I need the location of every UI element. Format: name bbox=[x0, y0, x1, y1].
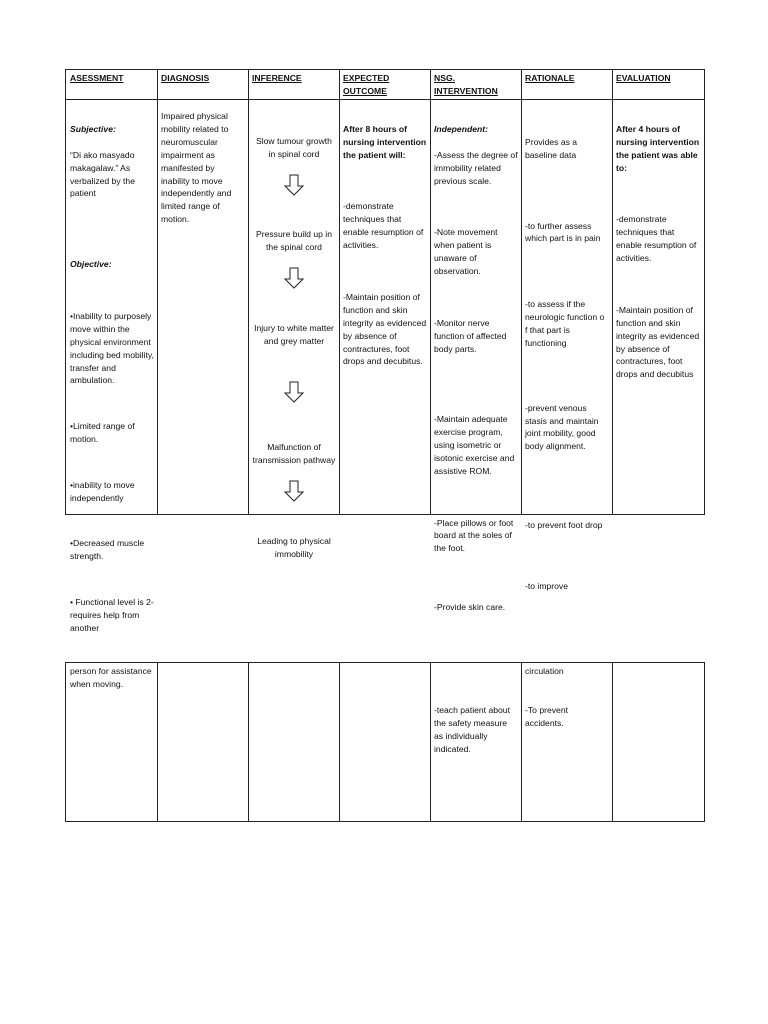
outcome-lead: After 8 hours of nursing intervention the patient will: bbox=[343, 123, 427, 160]
header-nursing-intervention: NSG. INTERVENTION bbox=[434, 73, 498, 96]
care-plan-table-page2 bbox=[65, 662, 705, 822]
intervention-item: -Monitor nerve function of affected body parts. bbox=[434, 317, 507, 354]
column-divider bbox=[248, 663, 249, 821]
rationale-continued: circulation bbox=[525, 666, 564, 676]
down-arrow-icon bbox=[284, 267, 304, 289]
care-plan-table-page1 bbox=[65, 69, 705, 633]
independent-label: Independent: bbox=[434, 123, 488, 134]
intervention-item: -Place pillows or foot board at the soles of the foot. bbox=[434, 517, 514, 554]
down-arrow-icon bbox=[284, 480, 304, 502]
evaluation-cell bbox=[613, 110, 705, 394]
inference-cell bbox=[249, 122, 339, 574]
rationale-item: -to improve bbox=[525, 580, 568, 591]
intervention-continued: -teach patient about the safety measure as individually indicated. bbox=[434, 705, 510, 754]
header-divider bbox=[66, 99, 704, 100]
evaluation-item: -demonstrate techniques that enable resumption of activities. bbox=[616, 214, 697, 264]
rationale-item: -to further assess which part is in pain bbox=[525, 220, 601, 244]
column-divider bbox=[521, 663, 522, 821]
header-expected-outcome: EXPECTED OUTCOME bbox=[343, 73, 390, 96]
rationale-item: -prevent venous stasis and maintain joint mobility, good body alignment. bbox=[525, 402, 599, 452]
intervention-cell bbox=[431, 110, 521, 627]
rationale-item: -to prevent foot drop bbox=[525, 520, 603, 531]
objective-label: Objective: bbox=[70, 259, 112, 270]
subjective-quote: “Di ako masyado makagalaw.” As verbalized by the patient bbox=[70, 149, 135, 199]
header-assessment: ASESSMENT bbox=[70, 73, 124, 83]
rationale-item: -to assess if the neurologic function o f that part is functioning bbox=[525, 299, 605, 348]
diagnosis-cell: Impaired physical mobility related to neuromuscular impairment as manifested by inability to move independently and limited range of motion. bbox=[161, 111, 232, 225]
down-arrow-icon bbox=[284, 174, 304, 196]
objective-item: • Functional level is 2- requires help from another bbox=[70, 597, 154, 633]
objective-item: •inability to move independently bbox=[70, 479, 135, 503]
assessment-cell bbox=[67, 110, 157, 648]
evaluation-lead: After 4 hours of nursing intervention the patient was able to: bbox=[616, 123, 700, 173]
header-diagnosis: DIAGNOSIS bbox=[161, 73, 210, 83]
rationale-cell bbox=[522, 123, 612, 606]
rationale-continued: -To prevent accidents. bbox=[525, 705, 568, 728]
column-divider bbox=[157, 663, 158, 821]
inference-step: Malfunction of transmission pathway bbox=[252, 442, 336, 466]
rationale-item: Provides as a baseline data bbox=[525, 136, 578, 160]
inference-step: Leading to physical immobility bbox=[257, 535, 331, 559]
outcome-item: -Maintain position of function and skin integrity as evidenced by absence of contractures, foot drops and decubitus. bbox=[343, 291, 427, 367]
inference-step: Injury to white matter and grey matter bbox=[254, 322, 334, 346]
outcome-item: -demonstrate techniques that enable resumption of activities. bbox=[343, 201, 424, 251]
intervention-item: -Provide skin care. bbox=[434, 602, 506, 613]
subjective-label: Subjective: bbox=[70, 123, 116, 134]
intervention-item: -Maintain adequate exercise program, using isometric or isotonic exercise and assistive ROM. bbox=[434, 414, 515, 476]
header-evaluation: EVALUATION bbox=[616, 73, 671, 83]
objective-item: •Limited range of motion. bbox=[70, 421, 135, 445]
expected-outcome-cell bbox=[340, 110, 430, 381]
column-divider bbox=[612, 663, 613, 821]
header-inference: INFERENCE bbox=[252, 73, 302, 83]
objective-item: •Inability to purposely move within the physical environment including bed mobility, transfer and ambulation. bbox=[70, 310, 154, 386]
intervention-item: -Note movement when patient is unaware of observation. bbox=[434, 227, 498, 276]
assessment-continued: person for assistance when moving. bbox=[70, 666, 152, 689]
evaluation-item: -Maintain position of function and skin integrity as evidenced by absence of contractures, foot drops and decubitus bbox=[616, 304, 700, 380]
inference-step: Slow tumour growth in spinal cord bbox=[256, 135, 332, 159]
inference-step: Pressure build up in the spinal cord bbox=[256, 229, 332, 253]
column-divider bbox=[339, 663, 340, 821]
intervention-item: -Assess the degree of immobility related previous scale. bbox=[434, 149, 518, 186]
down-arrow-icon bbox=[284, 381, 304, 403]
header-rationale: RATIONALE bbox=[525, 73, 575, 83]
objective-item: •Decreased muscle strength. bbox=[70, 538, 145, 562]
